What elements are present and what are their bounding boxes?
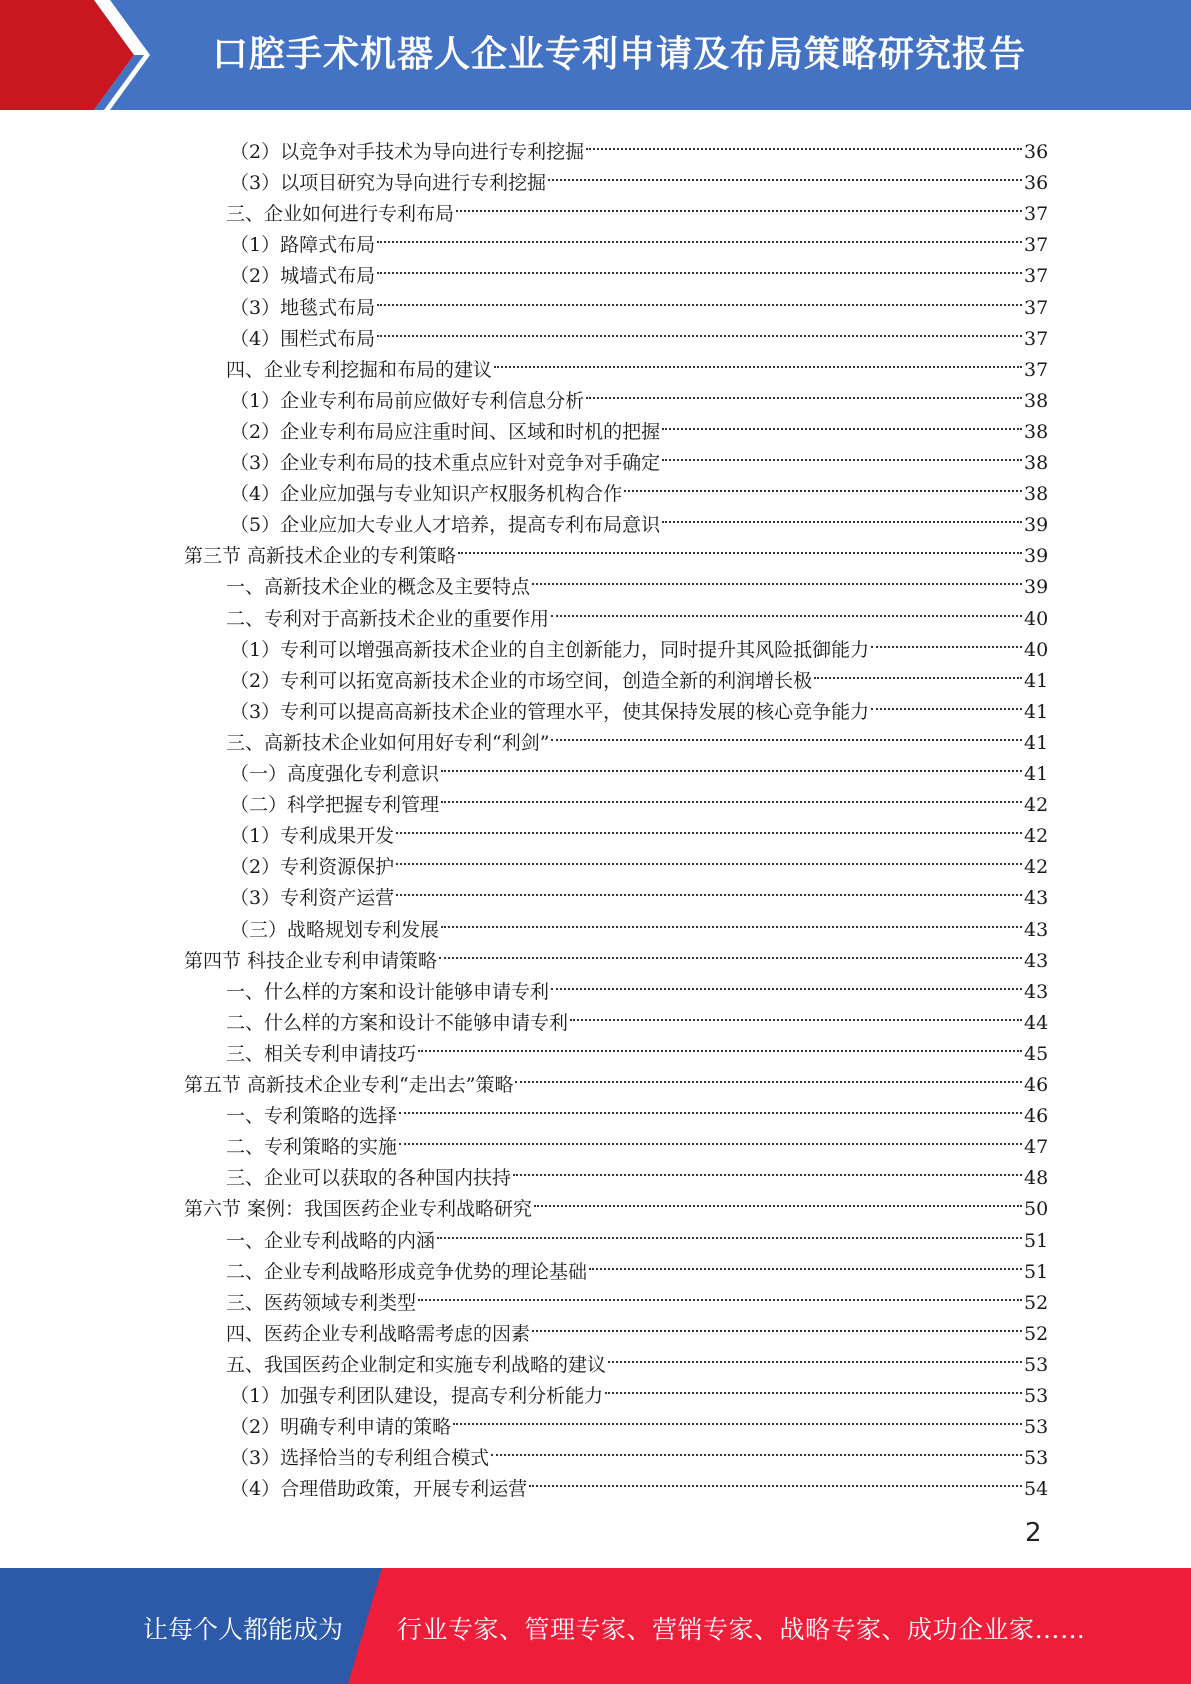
toc-entry[interactable] (226, 594, 1049, 630)
toc-entry-page: 52 (1024, 1322, 1049, 1345)
toc-entry[interactable] (226, 967, 1049, 1003)
toc-entry-page: 39 (1024, 576, 1049, 599)
toc-entry-label: 三、高新技术企业如何用好专利“利剑” (226, 731, 550, 754)
toc-entry-page: 54 (1024, 1478, 1049, 1501)
toc-entry-label: （一）高度强化专利意识 (230, 763, 440, 785)
toc-entry[interactable] (230, 376, 1049, 412)
toc-entry-label: （3）专利可以提高高新技术企业的管理水平，使其保持发展的核心竞争能力 (230, 700, 870, 723)
toc-entry[interactable] (230, 842, 1049, 879)
toc-entry-label: （4）合理借助政策，开展专利运营 (230, 1478, 528, 1501)
page-footer (0, 1568, 1191, 1684)
toc-entry-page: 43 (1024, 980, 1049, 1003)
toc-entry-label: （二）科学把握专利管理 (230, 794, 440, 817)
toc-leader-dots (377, 314, 1022, 345)
toc-entry[interactable] (230, 1371, 1049, 1407)
toc-entry[interactable] (230, 873, 1049, 910)
toc-entry-page: 53 (1024, 1416, 1049, 1439)
toc-leader-dots (515, 1060, 1022, 1091)
toc-entry-label: （2）明确专利申请的策略 (230, 1416, 452, 1439)
toc-leader-dots (532, 562, 1022, 593)
toc-entry[interactable] (230, 780, 1049, 817)
footer-slogan-right: 行业专家、管理专家、营销专家、战略专家、成功企业家…… (397, 1615, 1086, 1644)
toc-entry-label: （4）企业应加强与专业知识产权服务机构合作 (230, 483, 623, 506)
toc-entry-label: 三、医药领域专利类型 (226, 1291, 417, 1314)
toc-entry-label: 三、相关专利申请技巧 (226, 1042, 417, 1065)
toc-entry[interactable] (226, 562, 1049, 599)
toc-leader-dots (814, 656, 1022, 687)
toc-leader-dots (871, 625, 1022, 656)
toc-leader-dots (453, 1402, 1022, 1433)
toc-entry-page: 37 (1024, 203, 1049, 226)
toc-entry-label: （2）专利可以拓宽高新技术企业的市场空间，创造全新的利润增长极 (230, 669, 813, 692)
toc-entry-page: 41 (1024, 700, 1049, 723)
toc-entry-page: 43 (1024, 918, 1049, 941)
toc-entry-label: （3）以项目研究为导向进行专利挖掘 (230, 172, 547, 195)
toc-leader-dots (396, 811, 1022, 842)
toc-leader-dots (662, 438, 1022, 469)
toc-leader-dots (441, 749, 1022, 780)
footer-slogan-left: 让每个人都能成为 (143, 1615, 344, 1644)
toc-entry-label: 第三节 高新技术企业的专利策略 (184, 545, 457, 568)
toc-entry[interactable] (226, 345, 1049, 381)
toc-entry[interactable] (230, 314, 1049, 350)
toc-entry-label: （5）企业应加大专业人才培养，提高专利布局意识 (230, 514, 661, 537)
toc-leader-dots (494, 345, 1022, 376)
toc-leader-dots (418, 1029, 1022, 1060)
toc-leader-dots (589, 1247, 1022, 1278)
toc-entry-label: 二、专利策略的实施 (226, 1136, 398, 1159)
page-header (0, 0, 1191, 110)
toc-entry-label: 第四节 科技企业专利申请策略 (184, 949, 438, 972)
toc-leader-dots (441, 905, 1022, 936)
toc-entry-page: 46 (1024, 1074, 1049, 1096)
toc-entry-page: 41 (1024, 731, 1049, 754)
toc-leader-dots (396, 842, 1022, 873)
toc-entry-label: 一、企业专利战略的内涵 (226, 1229, 436, 1252)
toc-entry-label: 四、企业专利挖掘和布局的建议 (226, 358, 493, 381)
toc-entry[interactable] (230, 656, 1049, 692)
toc-entry-page: 47 (1024, 1136, 1049, 1159)
toc-leader-dots (570, 998, 1022, 1029)
toc-entry-page: 39 (1024, 545, 1049, 568)
toc-entry-page: 40 (1024, 638, 1049, 661)
toc-entry-page: 42 (1024, 856, 1049, 879)
toc-entry[interactable] (226, 998, 1049, 1034)
toc-leader-dots (399, 1091, 1022, 1122)
toc-entry-label: （3）地毯式布局 (230, 296, 376, 319)
toc-entry-label: （1）专利成果开发 (230, 825, 395, 848)
toc-entry[interactable] (226, 718, 1049, 754)
toc-leader-dots (551, 718, 1022, 749)
toc-entry[interactable] (230, 625, 1049, 661)
toc-entry-label: 四、医药企业专利战略需考虑的因素 (226, 1322, 531, 1345)
toc-entry[interactable] (226, 1247, 1049, 1283)
toc-entry[interactable] (226, 1216, 1049, 1252)
toc-entry[interactable] (230, 283, 1049, 319)
toc-entry-label: 第六节 案例：我国医药企业专利战略研究 (184, 1198, 533, 1221)
toc-entry-page: 50 (1024, 1198, 1049, 1221)
toc-leader-dots (605, 1371, 1022, 1402)
toc-leader-dots (662, 407, 1022, 438)
toc-entry-label: （三）战略规划专利发展 (230, 918, 440, 941)
toc-entry-page: 53 (1024, 1447, 1049, 1470)
toc-entry-page: 40 (1024, 607, 1049, 630)
toc-entry-page: 37 (1024, 234, 1049, 257)
toc-leader-dots (551, 967, 1022, 998)
toc-entry[interactable] (230, 407, 1049, 443)
toc-entry-page: 51 (1024, 1229, 1049, 1252)
toc-leader-dots (551, 594, 1022, 625)
toc-leader-dots (624, 469, 1022, 500)
toc-entry-page: 36 (1024, 141, 1049, 163)
toc-entry[interactable] (230, 1433, 1049, 1470)
toc-leader-dots (399, 1122, 1022, 1153)
toc-entry-page: 52 (1024, 1291, 1049, 1314)
toc-entry[interactable] (230, 469, 1049, 506)
toc-entry[interactable] (230, 811, 1049, 848)
toc-entry[interactable] (230, 251, 1049, 288)
toc-leader-dots (662, 500, 1022, 531)
toc-entry-label: 二、专利对于高新技术企业的重要作用 (226, 607, 550, 630)
toc-entry[interactable] (226, 1122, 1049, 1159)
toc-entry[interactable] (230, 220, 1049, 257)
toc-entry-label: 三、企业可以获取的各种国内扶持 (226, 1167, 512, 1190)
toc-entry-label: （2）专利资源保护 (230, 856, 395, 879)
toc-entry-page: 39 (1024, 514, 1049, 537)
toc-entry[interactable] (230, 1464, 1049, 1501)
toc-entry-page: 53 (1024, 1353, 1049, 1376)
toc-leader-dots (586, 127, 1022, 158)
toc-entry[interactable] (184, 531, 1049, 568)
toc-entry[interactable] (230, 438, 1049, 474)
toc-entry-label: 二、企业专利战略形成竞争优势的理论基础 (226, 1260, 588, 1283)
toc-leader-dots (871, 687, 1022, 718)
toc-entry[interactable] (230, 158, 1049, 195)
toc-entry-page: 53 (1024, 1385, 1049, 1407)
toc-entry[interactable] (226, 1029, 1049, 1065)
toc-entry-page: 43 (1024, 949, 1049, 972)
toc-leader-dots (439, 936, 1022, 967)
toc-entry-page: 46 (1024, 1105, 1049, 1128)
toc-leader-dots (608, 1340, 1022, 1371)
toc-entry-label: 二、什么样的方案和设计不能够申请专利 (226, 1011, 569, 1034)
toc-entry-page: 41 (1024, 669, 1049, 692)
toc-entry-label: （2）企业专利布局应注重时间、区域和时机的把握 (230, 420, 661, 443)
toc-entry-page: 45 (1024, 1042, 1049, 1065)
toc-entry-page: 38 (1024, 420, 1049, 443)
toc-entry-page: 38 (1024, 452, 1049, 474)
toc-entry-page: 51 (1024, 1260, 1049, 1283)
toc-leader-dots (548, 158, 1022, 189)
report-title: 口腔手术机器人企业专利申请及布局策略研究报告 (212, 34, 1027, 75)
toc-leader-dots (377, 220, 1022, 251)
toc-entry-label: （1）专利可以增强高新技术企业的自主创新能力，同时提升其风险抵御能力 (230, 638, 870, 661)
toc-entry[interactable] (226, 1091, 1049, 1128)
toc-entry-label: 一、高新技术企业的概念及主要特点 (226, 576, 531, 599)
toc-entry-label: （3）企业专利布局的技术重点应针对竞争对手确定 (230, 452, 661, 474)
toc-entry-label: （4）围栏式布局 (230, 327, 376, 350)
toc-entry[interactable] (184, 1060, 1049, 1096)
toc-entry-label: 三、企业如何进行专利布局 (226, 203, 455, 226)
toc-entry-page: 42 (1024, 794, 1049, 817)
toc-entry-label: 一、专利策略的选择 (226, 1105, 398, 1128)
toc-entry-page: 42 (1024, 825, 1049, 848)
toc-entry-page: 38 (1024, 483, 1049, 506)
toc-entry-label: （2）以竞争对手技术为导向进行专利挖掘 (230, 141, 585, 163)
toc-entry-label: （1）企业专利布局前应做好专利信息分析 (230, 389, 585, 412)
toc-entry[interactable] (230, 500, 1049, 537)
toc-leader-dots (513, 1153, 1022, 1184)
toc-entry-page: 37 (1024, 358, 1049, 381)
toc-entry[interactable] (226, 189, 1049, 226)
header-arrow-graphic (0, 0, 160, 110)
toc-entry-page: 41 (1024, 763, 1049, 785)
toc-entry[interactable] (230, 1402, 1049, 1439)
toc-entry[interactable] (226, 1309, 1049, 1345)
toc-leader-dots (441, 780, 1022, 811)
toc-entry-label: 五、我国医药企业制定和实施专利战略的建议 (226, 1353, 607, 1376)
toc-entry-label: （3）选择恰当的专利组合模式 (230, 1447, 490, 1470)
toc-entry[interactable] (184, 1184, 1049, 1221)
toc-entry[interactable] (184, 936, 1049, 972)
toc-leader-dots (529, 1464, 1022, 1495)
toc-entry-label: （3）专利资产运营 (230, 887, 395, 910)
toc-entry-page: 37 (1024, 296, 1049, 319)
toc-entry-label: 一、什么样的方案和设计能够申请专利 (226, 980, 550, 1003)
toc-entry-page: 36 (1024, 172, 1049, 195)
toc-entry-label: （2）城墙式布局 (230, 265, 376, 288)
toc-entry[interactable] (230, 687, 1049, 723)
toc-leader-dots (418, 1278, 1022, 1309)
toc-entry-label: （1）路障式布局 (230, 234, 376, 257)
toc-entry-page: 43 (1024, 887, 1049, 910)
toc-leader-dots (586, 376, 1022, 407)
toc-entry[interactable] (226, 1278, 1049, 1314)
toc-leader-dots (491, 1433, 1022, 1464)
toc-leader-dots (377, 251, 1022, 282)
toc-leader-dots (437, 1216, 1022, 1247)
toc-entry-page: 38 (1024, 389, 1049, 412)
toc-entry-label: （1）加强专利团队建设，提高专利分析能力 (230, 1385, 604, 1407)
toc-entry-page: 37 (1024, 327, 1049, 350)
toc-entry[interactable] (230, 127, 1049, 163)
toc-entry-page: 48 (1024, 1167, 1049, 1190)
toc-entry[interactable] (226, 1340, 1049, 1376)
toc-entry-page: 44 (1024, 1011, 1049, 1034)
toc-leader-dots (456, 189, 1022, 220)
toc-entry[interactable] (230, 905, 1049, 941)
toc-leader-dots (534, 1184, 1022, 1215)
toc-leader-dots (532, 1309, 1022, 1340)
toc-entry[interactable] (226, 1153, 1049, 1190)
toc-leader-dots (377, 283, 1022, 314)
toc-leader-dots (396, 873, 1022, 904)
toc-entry-label: 第五节 高新技术企业专利“走出去”策略 (184, 1074, 514, 1096)
toc-leader-dots (458, 531, 1022, 562)
page-number: 2 (1025, 1518, 1042, 1548)
toc-entry-page: 37 (1024, 265, 1049, 288)
toc-entry[interactable] (230, 749, 1049, 785)
